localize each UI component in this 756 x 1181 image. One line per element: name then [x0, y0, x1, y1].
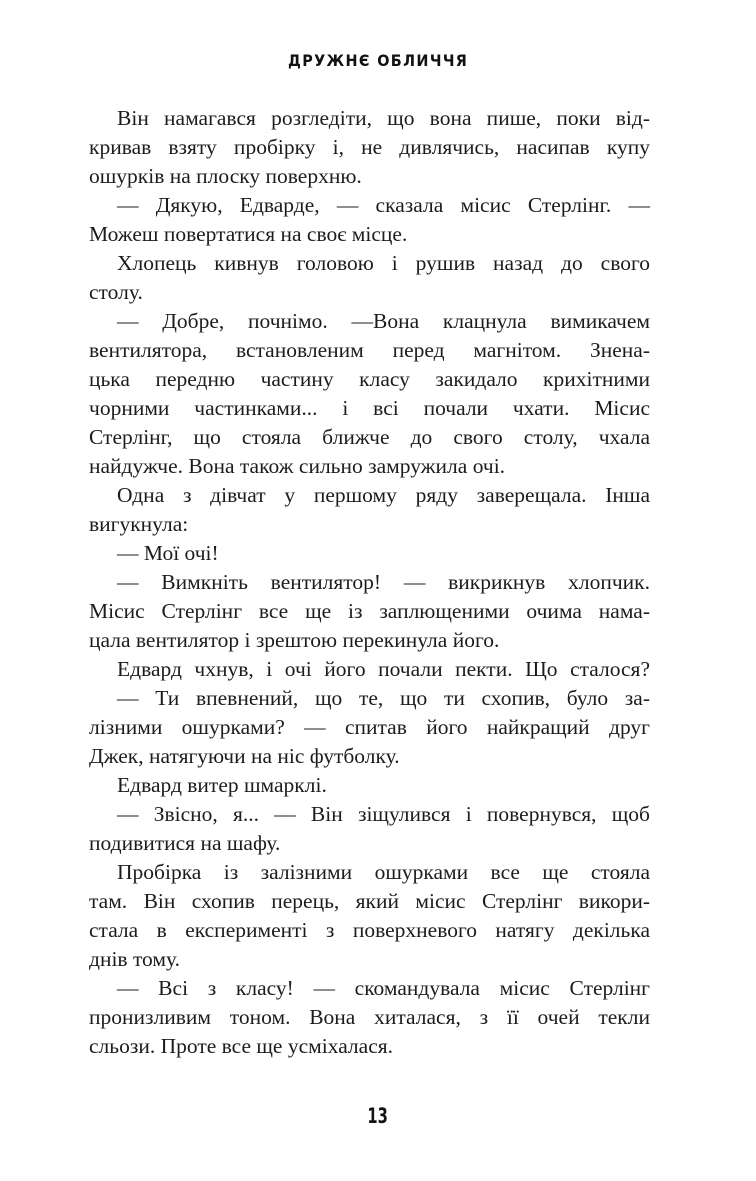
text-line: — Добре, почнімо. —Вона клацнула вимикачем: [117, 309, 650, 333]
paragraph: [89, 771, 650, 800]
text-line: чорними частинками... і всі почали чхати. Місис: [89, 396, 650, 420]
text-line: пронизливим тоном. Вона хиталася, з її очей текли: [89, 1005, 650, 1029]
text-line: Едвард витер шмарклі.: [117, 773, 327, 797]
running-header-text: ДРУЖНЄ ОБЛИЧЧЯ: [287, 51, 469, 70]
page-number: [0, 1104, 756, 1128]
paragraph: [89, 974, 650, 1061]
text-line: найдужче. Вона також сильно замружила очі.: [89, 454, 506, 478]
text-line: стала в експерименті з поверхневого натягу декілька: [89, 918, 650, 942]
text-line: — Звісно, я... — Він зіщулився і повернувся, щоб: [117, 802, 650, 826]
text-line: — Вимкніть вентилятор! — викрикнув хлопчик.: [117, 570, 650, 594]
text-line: цала вентилятор і зрештою перекинула його.: [89, 628, 500, 652]
body-text: [89, 104, 650, 1061]
text-line: цька передню частину класу закидало крихітними: [89, 367, 650, 391]
paragraph: [89, 307, 650, 481]
paragraph: [89, 684, 650, 771]
text-line: Хлопець кивнув головою і рушив назад до свого: [117, 251, 650, 275]
paragraph: [89, 249, 650, 307]
text-line: вентилятора, встановленим перед магнітом. Знена-: [89, 338, 650, 362]
text-line: столу.: [89, 280, 143, 304]
text-line: Він намагався розгледіти, що вона пише, поки від-: [117, 106, 650, 130]
text-line: Джек, натягуючи на ніс футболку.: [89, 744, 400, 768]
text-line: Місис Стерлінг все ще із заплющеними очима нама-: [89, 599, 650, 623]
text-line: — Ти впевнений, що те, що ти схопив, було за-: [117, 686, 650, 710]
paragraph: [89, 481, 650, 539]
text-line: Можеш повертатися на своє місце.: [89, 222, 408, 246]
text-line: кривав взяту пробірку і, не дивлячись, насипав купу: [89, 135, 650, 159]
page-number-text: 13: [367, 1104, 389, 1128]
text-line: Стерлінг, що стояла ближче до свого столу, чхала: [89, 425, 650, 449]
text-line: — Мої очі!: [117, 541, 219, 565]
text-line: ошурків на плоску поверхню.: [89, 164, 362, 188]
text-line: днів тому.: [89, 947, 180, 971]
text-line: — Всі з класу! — скомандувала місис Стерлінг: [117, 976, 650, 1000]
text-line: там. Він схопив перець, який місис Стерлінг викори-: [89, 889, 650, 913]
paragraph: [89, 104, 650, 191]
text-line: Пробірка із залізними ошурками все ще стояла: [117, 860, 650, 884]
paragraph: [89, 568, 650, 655]
text-line: — Дякую, Едварде, — сказала місис Стерлінг. —: [117, 193, 650, 217]
paragraph: [89, 858, 650, 974]
text-line: Одна з дівчат у першому ряду заверещала. Інша: [117, 483, 650, 507]
paragraph: [89, 655, 650, 684]
running-header: [0, 51, 756, 70]
paragraph: [89, 539, 650, 568]
text-line: вигукнула:: [89, 512, 189, 536]
paragraph: [89, 191, 650, 249]
text-line: сльози. Проте все ще усміхалася.: [89, 1034, 394, 1058]
text-line: лізними ошурками? — спитав його найкращий друг: [89, 715, 650, 739]
text-line: подивитися на шафу.: [89, 831, 281, 855]
text-line: Едвард чхнув, і очі його почали пекти. Що сталося?: [117, 657, 650, 681]
paragraph: [89, 800, 650, 858]
